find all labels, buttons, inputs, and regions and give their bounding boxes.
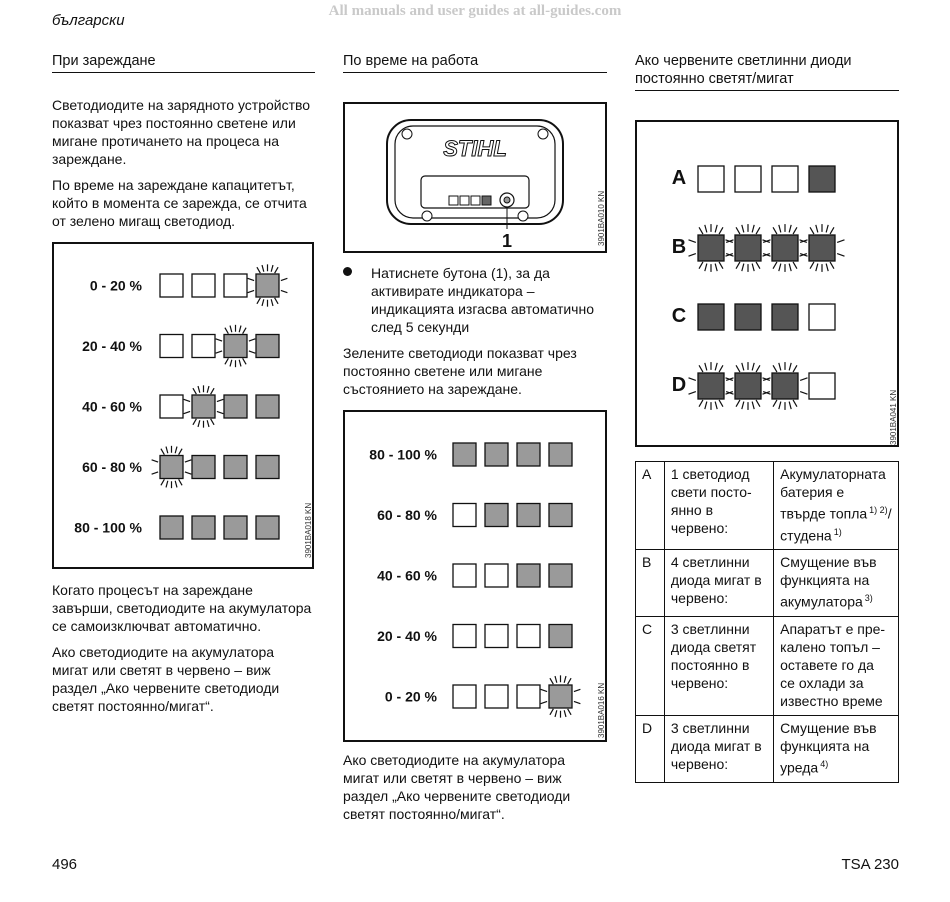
fault-meaning-text: Смущение във функцията на акумулатора <box>780 554 877 610</box>
blink-ray <box>779 225 781 233</box>
blink-ray <box>837 240 844 243</box>
led-square <box>735 373 761 399</box>
blink-ray <box>193 388 196 394</box>
blink-ray <box>179 449 182 455</box>
blink-ray <box>689 240 696 243</box>
blink-ray <box>830 227 834 234</box>
bullet-item <box>343 264 607 336</box>
blink-ray <box>574 689 580 691</box>
led-row-label: C <box>671 305 687 327</box>
page-number: 496 <box>52 856 78 873</box>
led-square <box>772 373 798 399</box>
fault-code: D <box>636 715 665 782</box>
blink-ray <box>217 411 223 413</box>
indicator-button-center <box>504 197 510 203</box>
led-square <box>453 625 476 648</box>
led-square <box>772 235 798 261</box>
charging-led-diagram <box>54 244 312 567</box>
blink-ray <box>689 392 696 395</box>
blink-ray <box>837 254 844 257</box>
led-row-label: 0 - 20 % <box>89 277 142 294</box>
blink-ray <box>271 299 273 306</box>
led-square <box>485 564 508 587</box>
charging-intro <box>52 96 314 238</box>
fault-led-state: 4 светлинни диода мигат в червено: <box>664 550 773 617</box>
blink-ray <box>719 365 723 372</box>
blink-ray <box>779 363 781 371</box>
blink-ray <box>705 225 707 233</box>
operation-para <box>343 344 607 406</box>
blink-ray <box>166 481 168 488</box>
fault-code: C <box>636 616 665 715</box>
bullet-text: Натиснете бутона (1), за да активирате индикатора – индикацията изгасва автоматично след 5 секунди <box>371 265 594 335</box>
blink-ray <box>779 264 781 272</box>
blink-ray <box>705 264 707 272</box>
led-square <box>192 395 215 418</box>
blink-ray <box>216 339 222 341</box>
footnote-ref: 4) <box>820 758 829 769</box>
blink-ray <box>564 710 566 717</box>
blink-ray <box>826 264 828 272</box>
blink-ray <box>793 400 797 407</box>
led-square <box>698 373 724 399</box>
blink-ray <box>243 328 246 334</box>
blink-ray <box>773 262 777 269</box>
blink-ray <box>262 299 264 306</box>
footnote-ref: 3) <box>864 593 873 604</box>
blink-ray <box>281 278 287 280</box>
led-square <box>192 274 215 297</box>
blink-ray <box>248 278 254 280</box>
screw-icon <box>422 211 432 221</box>
blink-ray <box>742 363 744 371</box>
blink-ray <box>830 262 834 269</box>
led-square <box>735 304 761 330</box>
blink-ray <box>275 267 278 273</box>
charging-para-2: По време на зареждане капацитетът, който в момента се зарежда, се отчита от зелено мигащ светодиод. <box>52 177 307 229</box>
blink-ray <box>810 262 814 269</box>
operation-outro <box>343 751 605 831</box>
led-square <box>192 516 215 539</box>
blink-ray <box>756 262 760 269</box>
blink-ray <box>184 411 190 413</box>
led-square <box>809 235 835 261</box>
blink-ray <box>789 225 791 233</box>
blink-ray <box>773 365 777 372</box>
blink-ray <box>699 365 703 372</box>
blink-ray <box>161 449 164 455</box>
footnote-ref: 1) 2) <box>869 505 888 515</box>
blink-ray <box>742 225 744 233</box>
blink-ray <box>198 386 200 393</box>
led-square <box>809 166 835 192</box>
charging-para-4: Ако светодиодите на акумулатора мигат или светят в червено – виж раздел „Ако червените светодиоди светят постоянно/мигат“. <box>52 644 280 714</box>
blink-ray <box>736 400 740 407</box>
blink-ray <box>719 400 723 407</box>
blink-ray <box>742 264 744 272</box>
led-square <box>224 274 247 297</box>
blink-ray <box>789 363 791 371</box>
fault-table <box>635 461 899 783</box>
led-square <box>256 456 279 479</box>
indicator-led <box>482 196 491 205</box>
led-square <box>809 373 835 399</box>
blink-ray <box>789 264 791 272</box>
led-square <box>160 516 183 539</box>
blink-ray <box>152 472 158 474</box>
screw-icon <box>402 129 412 139</box>
led-square <box>517 443 540 466</box>
blink-ray <box>541 701 547 703</box>
blink-ray <box>789 402 791 410</box>
blink-ray <box>793 227 797 234</box>
blink-ray <box>779 402 781 410</box>
led-square <box>160 395 183 418</box>
blink-ray <box>550 709 553 715</box>
led-square <box>224 395 247 418</box>
led-square <box>485 443 508 466</box>
blink-ray <box>257 298 260 304</box>
fault-meaning-text: Акумулаторната батерия е твърде топла <box>780 466 886 522</box>
blink-ray <box>550 678 553 684</box>
table-row <box>636 550 899 617</box>
led-square <box>698 235 724 261</box>
blink-ray <box>736 227 740 234</box>
blink-ray <box>211 388 214 394</box>
blink-ray <box>239 360 241 367</box>
led-row-label: 0 - 20 % <box>384 688 437 705</box>
fault-meaning-text: /студена <box>780 505 892 544</box>
screw-icon <box>518 211 528 221</box>
led-row-label: A <box>671 167 687 189</box>
red-led-figure <box>635 120 899 447</box>
blink-ray <box>275 298 278 304</box>
blink-ray <box>800 378 807 381</box>
blink-ray <box>756 365 760 372</box>
led-square <box>735 235 761 261</box>
blink-ray <box>281 290 287 292</box>
operation-para-2: Ако светодиодите на акумулатора мигат или светят в червено – виж раздел „Ако червените светодиоди светят постоянно/мигат“. <box>343 752 571 822</box>
watermark: All manuals and user guides at all-guides.com <box>328 3 622 19</box>
figure-code: 3901BA041 KN <box>889 389 898 445</box>
led-square <box>453 504 476 527</box>
footnote-ref: 1) <box>833 526 842 537</box>
led-row-label: 40 - 60 % <box>82 398 142 415</box>
blink-ray <box>161 479 164 485</box>
led-square <box>256 335 279 358</box>
screw-icon <box>538 129 548 139</box>
blink-ray <box>166 447 168 454</box>
fault-led-state: 3 светлинни диода светят постоянно в червено: <box>664 616 773 715</box>
blink-ray <box>185 460 191 462</box>
blink-ray <box>239 326 241 333</box>
blink-ray <box>715 264 717 272</box>
led-row-label: 60 - 80 % <box>82 459 142 475</box>
blink-ray <box>175 447 177 454</box>
table-row <box>636 462 899 550</box>
figure-code: 3901BA016 KN <box>597 682 606 738</box>
blink-ray <box>756 227 760 234</box>
device-figure <box>343 102 607 253</box>
blink-ray <box>719 227 723 234</box>
led-square <box>160 335 183 358</box>
blink-ray <box>257 267 260 273</box>
led-row-label: 80 - 100 % <box>74 519 142 536</box>
blink-ray <box>262 265 264 272</box>
model-name: TSA 230 <box>841 856 899 873</box>
callout-number: 1 <box>501 231 513 251</box>
led-square <box>256 395 279 418</box>
led-square <box>549 685 572 708</box>
led-square <box>772 166 798 192</box>
blink-ray <box>742 402 744 410</box>
blink-ray <box>541 689 547 691</box>
blink-ray <box>810 227 814 234</box>
blink-ray <box>699 400 703 407</box>
blink-ray <box>689 378 696 381</box>
blink-ray <box>719 262 723 269</box>
fault-meaning <box>774 550 899 617</box>
blink-ray <box>184 399 190 401</box>
figure-code: 3901BA010 KN <box>597 190 606 246</box>
indicator-led <box>460 196 469 205</box>
led-square <box>160 274 183 297</box>
led-row-label: 60 - 80 % <box>377 507 437 523</box>
section-heading-charging: При зареждане <box>52 52 315 73</box>
fault-meaning <box>774 715 899 782</box>
led-square <box>517 564 540 587</box>
blink-ray <box>715 402 717 410</box>
bullet-icon <box>343 267 352 276</box>
blink-ray <box>689 254 696 257</box>
operation-led-figure <box>343 410 607 742</box>
blink-ray <box>752 264 754 272</box>
blink-ray <box>826 225 828 233</box>
charging-para-3: Когато процесът на зареждане завърши, светодиодите на акумулатора се самоизключват автоматично. <box>52 582 312 634</box>
led-square <box>256 516 279 539</box>
led-square <box>517 504 540 527</box>
blink-ray <box>756 400 760 407</box>
blink-ray <box>699 262 703 269</box>
fault-meaning <box>774 616 899 715</box>
blink-ray <box>568 678 571 684</box>
blink-ray <box>198 420 200 427</box>
blink-ray <box>175 481 177 488</box>
blink-ray <box>248 290 254 292</box>
blink-ray <box>816 264 818 272</box>
battery-device-illustration <box>345 104 605 251</box>
table-row <box>636 616 899 715</box>
blink-ray <box>179 479 182 485</box>
led-square <box>485 625 508 648</box>
led-square <box>453 685 476 708</box>
led-square <box>698 166 724 192</box>
blink-ray <box>555 676 557 683</box>
brand-logo: STIHL <box>443 136 507 161</box>
language-label: български <box>52 12 125 29</box>
fault-meaning <box>774 462 899 550</box>
led-square <box>160 456 183 479</box>
led-square <box>549 443 572 466</box>
indicator-led <box>449 196 458 205</box>
blink-ray <box>152 460 158 462</box>
blink-ray <box>752 225 754 233</box>
blink-ray <box>736 262 740 269</box>
led-row-label: 20 - 40 % <box>82 338 142 354</box>
blink-ray <box>207 386 209 393</box>
blink-ray <box>207 420 209 427</box>
figure-code: 3901BA018 KN <box>304 502 313 558</box>
operation-para-1: Зелените светодиоди показват чрез постоянно светене или мигане състоянието на зареждане. <box>343 345 577 397</box>
led-square <box>549 564 572 587</box>
blink-ray <box>568 709 571 715</box>
blink-ray <box>793 365 797 372</box>
blink-ray <box>800 392 807 395</box>
led-square <box>549 504 572 527</box>
fault-meaning-text: Апаратът е пре-калено топъл – оставете го да се охлади за известно време <box>780 620 886 709</box>
blink-ray <box>773 227 777 234</box>
led-square <box>485 685 508 708</box>
led-square <box>517 625 540 648</box>
led-square <box>485 504 508 527</box>
blink-ray <box>715 363 717 371</box>
blink-ray <box>705 402 707 410</box>
charging-outro <box>52 581 314 723</box>
blink-ray <box>555 710 557 717</box>
led-square <box>453 564 476 587</box>
led-square <box>453 443 476 466</box>
blink-ray <box>225 328 228 334</box>
led-row-label: 20 - 40 % <box>377 628 437 644</box>
led-square <box>735 166 761 192</box>
led-square <box>192 456 215 479</box>
fault-meaning-text: Смущение във функцията на уреда <box>780 719 877 776</box>
blink-ray <box>243 358 246 364</box>
fault-code: A <box>636 462 665 550</box>
blink-ray <box>715 225 717 233</box>
blink-ray <box>185 472 191 474</box>
fault-led-state: 3 светлинни диода мигат в червено: <box>664 715 773 782</box>
led-square <box>772 304 798 330</box>
blink-ray <box>225 358 228 364</box>
blink-ray <box>193 419 196 425</box>
blink-ray <box>230 360 232 367</box>
blink-ray <box>217 399 223 401</box>
led-square <box>224 516 247 539</box>
blink-ray <box>752 363 754 371</box>
indicator-led <box>471 196 480 205</box>
blink-ray <box>216 351 222 353</box>
led-row-label: D <box>671 374 687 396</box>
blink-ray <box>564 676 566 683</box>
blink-ray <box>249 351 255 353</box>
led-square <box>224 456 247 479</box>
blink-ray <box>816 225 818 233</box>
led-row-label: 40 - 60 % <box>377 567 437 584</box>
blink-ray <box>249 339 255 341</box>
blink-ray <box>574 701 580 703</box>
led-square <box>517 685 540 708</box>
section-heading-operation: По време на работа <box>343 52 607 73</box>
blink-ray <box>736 365 740 372</box>
led-square <box>192 335 215 358</box>
led-square <box>698 304 724 330</box>
blink-ray <box>211 419 214 425</box>
charging-para-1: Светодиодите на зарядното устройство показват чрез постоянно светене или мигане протичането на процеса на зареждане. <box>52 97 311 167</box>
blink-ray <box>752 402 754 410</box>
fault-code: B <box>636 550 665 617</box>
led-row-label: 80 - 100 % <box>369 446 437 463</box>
blink-ray <box>699 227 703 234</box>
led-square <box>224 335 247 358</box>
blink-ray <box>271 265 273 272</box>
fault-led-state: 1 светодиод свети посто-янно в червено: <box>664 462 773 550</box>
charging-led-figure <box>52 242 314 569</box>
led-square <box>809 304 835 330</box>
blink-ray <box>230 326 232 333</box>
led-square <box>256 274 279 297</box>
led-square <box>549 625 572 648</box>
red-led-diagram <box>637 122 897 445</box>
blink-ray <box>705 363 707 371</box>
table-row <box>636 715 899 782</box>
blink-ray <box>793 262 797 269</box>
blink-ray <box>773 400 777 407</box>
led-row-label: B <box>671 236 687 258</box>
operation-led-diagram <box>345 412 605 740</box>
section-heading-red-leds: Ако червените светлинни диоди постоянно светят/мигат <box>635 52 899 91</box>
